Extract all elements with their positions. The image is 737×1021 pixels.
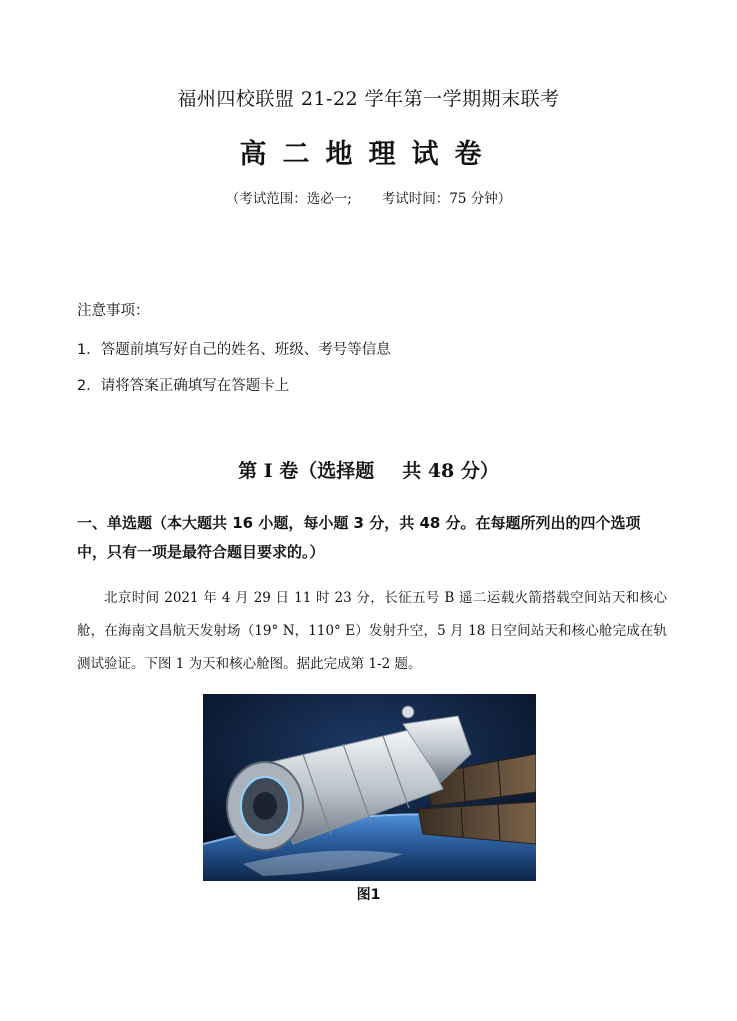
note-item: 1．答题前填写好自己的姓名、班级、考号等信息: [77, 342, 391, 358]
part-title-main: 第 I 卷（选择题: [238, 460, 375, 482]
exam-scope: （考试范围：选必一;: [225, 191, 352, 207]
exam-header: 福州四校联盟 21-22 学年第一学期期末联考: [177, 88, 560, 110]
section-label: 一、单选题: [77, 514, 153, 532]
exam-title: 高二地理试卷: [239, 139, 498, 170]
space-station-illustration: [203, 694, 536, 881]
docking-ring: [227, 762, 303, 850]
space-station-figure: [203, 694, 536, 881]
exam-time: 考试时间：75 分钟）: [381, 191, 512, 207]
exam-meta: [0, 187, 737, 207]
notes-title: 注意事项：: [77, 303, 150, 319]
section-description: （本大题共 16 小题，每小题 3 分，共 48 分。在每题所列出的四个选项中，只有一项是最符合题目要求的。）: [77, 514, 641, 561]
part-title-score: 共 48 分）: [402, 460, 499, 482]
question-passage: 北京时间 2021 年 4 月 29 日 11 时 23 分，长征五号 B 遥二运载火箭搭载空间站天和核心舱，在海南文昌航天发射场（19° N，110° E）发射升空，5 月 18 日空间站天和核心舱完成在轨测试验证。下图 1 为天和核心舱图。据此完成第 1-2 题。: [77, 590, 667, 672]
figure-caption: 图1: [356, 887, 381, 903]
section-heading: [77, 509, 667, 567]
part-title: [0, 456, 737, 483]
note-item: 2．请将答案正确填写在答题卡上: [77, 378, 290, 394]
